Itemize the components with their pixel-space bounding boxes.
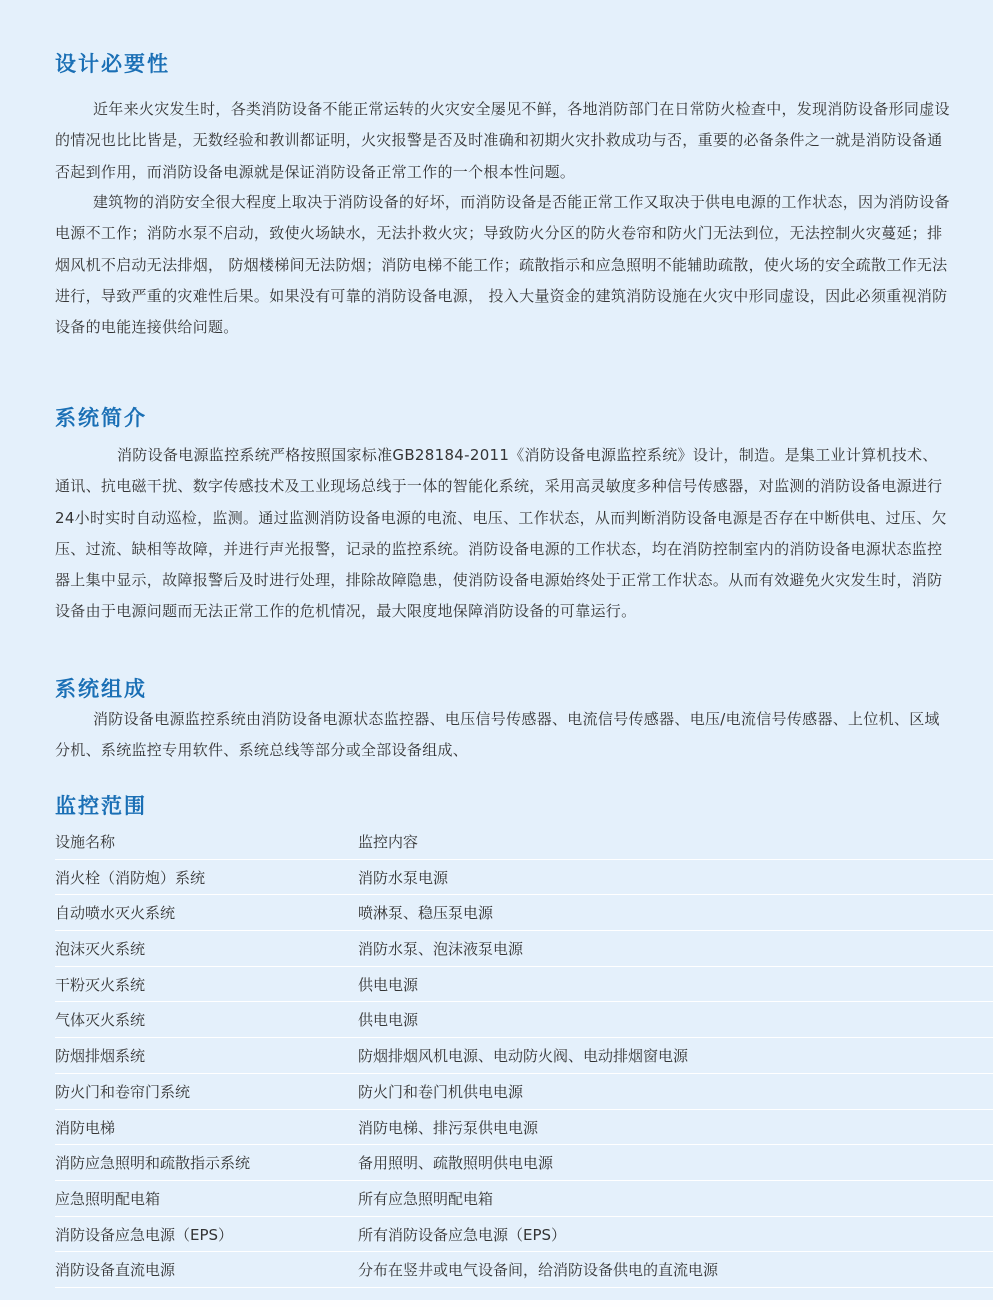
- monitor-content-cell: 备用照明、疏散照明供电电源: [358, 1154, 554, 1173]
- table-row: [55, 1252, 993, 1288]
- monitor-content-cell: 消防水泵、泡沫液泵电源: [358, 940, 524, 959]
- table-row: [55, 1217, 993, 1253]
- table-row: [55, 931, 993, 967]
- section-title-necessity: 设计必要性: [55, 52, 170, 76]
- table-row: [55, 895, 993, 931]
- table-row: [55, 860, 993, 896]
- table-row: [55, 1145, 993, 1181]
- table-row: [55, 1038, 993, 1074]
- facility-name-cell: 干粉灭火系统: [55, 975, 146, 994]
- monitor-content-cell: 喷淋泵、稳压泵电源: [358, 904, 494, 923]
- facility-name-cell: 消防设备直流电源: [55, 1261, 176, 1280]
- header-monitor-content: 监控内容: [358, 833, 419, 851]
- facility-name-cell: 消防设备应急电源（EPS）: [55, 1225, 234, 1244]
- facility-name-cell: 消防电梯: [55, 1118, 116, 1137]
- section-title-composition: 系统组成: [55, 677, 147, 701]
- monitor-content-cell: 消防水泵电源: [358, 868, 449, 887]
- monitor-content-cell: 所有应急照明配电箱: [358, 1189, 494, 1208]
- monitor-content-cell: 消防电梯、排污泵供电电源: [358, 1118, 539, 1137]
- facility-name-cell: 应急照明配电箱: [55, 1189, 161, 1208]
- table-row: [55, 1002, 993, 1038]
- scope-table: [55, 824, 993, 1288]
- monitor-content-cell: 供电电源: [358, 975, 419, 994]
- table-row: [55, 1110, 993, 1146]
- facility-name-cell: 消火栓（消防炮）系统: [55, 868, 206, 887]
- facility-name-cell: 防火门和卷帘门系统: [55, 1082, 191, 1101]
- monitor-content-cell: 供电电源: [358, 1011, 419, 1030]
- facility-name-cell: 自动喷水灭火系统: [55, 904, 176, 923]
- facility-name-cell: 防烟排烟系统: [55, 1047, 146, 1066]
- monitor-content-cell: 防火门和卷门机供电电源: [358, 1082, 524, 1101]
- necessity-paragraph-2: 建筑物的消防安全很大程度上取决于消防设备的好坏，而消防设备是否能正常工作又取决于供电电源的工作状态，因为消防设备电源不工作；消防水泵不启动，致使火场缺水，无法扑救火灾；导致防火分区的防火卷帘和防火门无法到位，无法控制火灾蔓延；排烟风机不启动无法排烟， 防烟楼梯间无法防烟；消防电梯不能工作；疏散指示和应急照明不能辅助疏散，使火场的安全疏散工作无法进行，导致严重的灾难性后果。如果没有可靠的消防设备电源， 投入大量资金的建筑消防设施在火灾中形同虚设，因此必须重视消防设备的电能连接供给问题。: [55, 193, 950, 337]
- section-title-scope: 监控范围: [55, 794, 147, 818]
- section-title-intro: 系统简介: [55, 406, 147, 430]
- necessity-paragraph-1: 近年来火灾发生时，各类消防设备不能正常运转的火灾安全屡见不鲜，各地消防部门在日常防火检查中，发现消防设备形同虚设的情况也比比皆是，无数经验和教训都证明，火灾报警是否及时准确和初期火灾扑救成功与否，重要的必备条件之一就是消防设备通否起到作用，而消防设备电源就是保证消防设备正常工作的一个根本性问题。: [55, 100, 950, 181]
- header-facility-name: 设施名称: [55, 833, 116, 851]
- table-row: [55, 1074, 993, 1110]
- table-row: [55, 967, 993, 1003]
- table-header-row: [55, 824, 993, 860]
- facility-name-cell: 消防应急照明和疏散指示系统: [55, 1154, 251, 1173]
- intro-paragraph: 消防设备电源监控系统严格按照国家标准GB28184-2011《消防设备电源监控系统》设计，制造。是集工业计算机技术、通讯、抗电磁干扰、数字传感技术及工业现场总线于一体的智能化系统，采用高灵敏度多种信号传感器，对监测的消防设备电源进行24小时实时自动巡检，监测。通过监测消防设备电源的电流、电压、工作状态，从而判断消防设备电源是否存在中断供电、过压、欠压、过流、缺相等故障，并进行声光报警，记录的监控系统。消防设备电源的工作状态，均在消防控制室内的消防设备电源状态监控器上集中显示，故障报警后及时进行处理，排除故障隐患，使消防设备电源始终处于正常工作状态。从而有效避免火灾发生时，消防设备由于电源问题而无法正常工作的危机情况，最大限度地保障消防设备的可靠运行。: [55, 446, 947, 621]
- monitor-content-cell: 所有消防设备应急电源（EPS）: [358, 1225, 567, 1244]
- monitor-content-cell: 分布在竖井或电气设备间，给消防设备供电的直流电源: [358, 1261, 719, 1280]
- table-row: [55, 1181, 993, 1217]
- monitor-content-cell: 防烟排烟风机电源、电动防火阀、电动排烟窗电源: [358, 1047, 689, 1066]
- facility-name-cell: 气体灭火系统: [55, 1011, 146, 1030]
- composition-paragraph: 消防设备电源监控系统由消防设备电源状态监控器、电压信号传感器、电流信号传感器、电压/电流信号传感器、上位机、区域分机、系统监控专用软件、系统总线等部分或全部设备组成、: [55, 710, 940, 760]
- facility-name-cell: 泡沫灭火系统: [55, 940, 146, 959]
